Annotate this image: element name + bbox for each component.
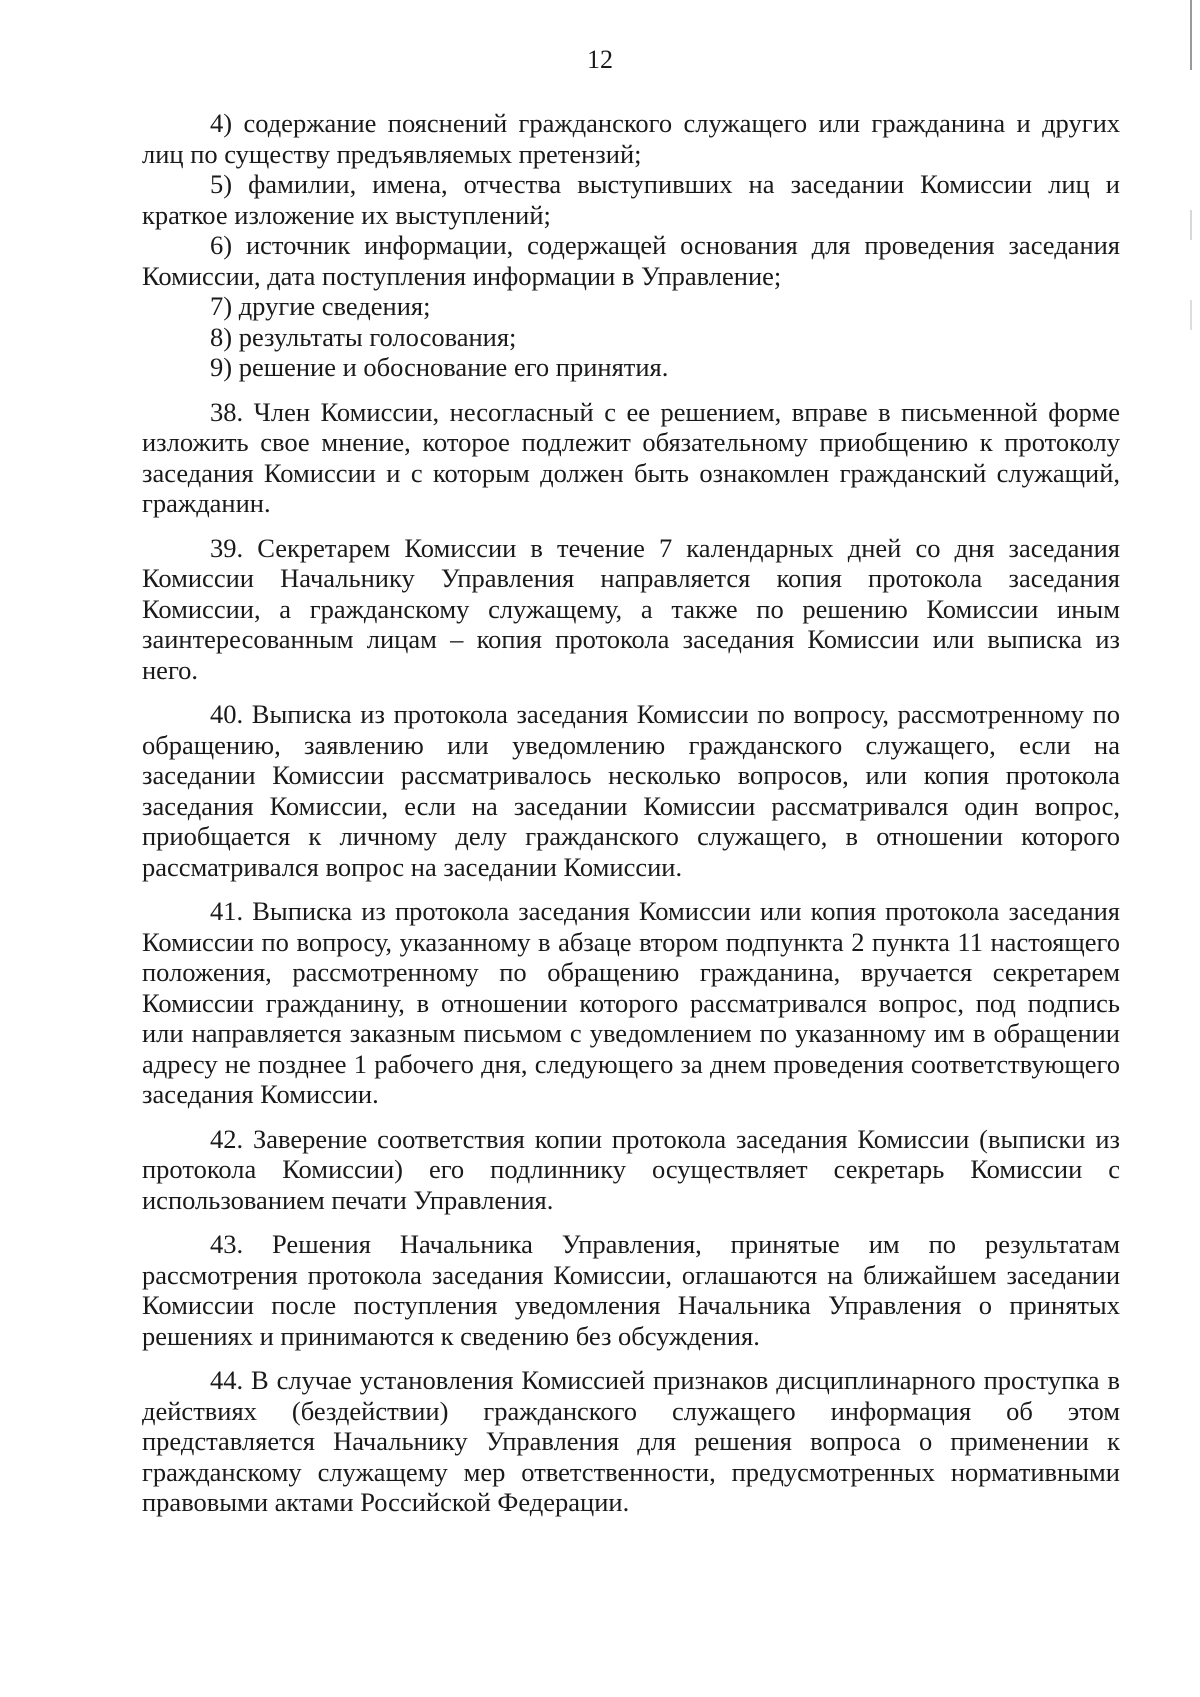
scan-edge-mark bbox=[1190, 210, 1192, 240]
paragraph-44: 44. В случае установления Комиссией признаков дисциплинарного проступка в действиях (бездействии) гражданского служащего информация об этом представляется Начальнику Управления для решения вопроса о применении к гражданскому служащему мер ответственности, предусмотренных нормативными правовыми актами Российской Федерации. bbox=[142, 1365, 1120, 1517]
paragraph-43: 43. Решения Начальника Управления, принятые им по результатам рассмотрения протокола заседания Комиссии, оглашаются на ближайшем заседании Комиссии после поступления уведомления Начальника Управления о принятых решениях и принимаются к сведению без обсуждения. bbox=[142, 1229, 1120, 1351]
list-item: 8) результаты голосования; bbox=[210, 321, 517, 352]
page-number: 12 bbox=[587, 45, 613, 74]
list-item: 6) источник информации, содержащей основания для проведения заседания Комиссии, дата поступления информации в Управление; bbox=[142, 230, 1120, 291]
paragraph-38: 38. Член Комиссии, несогласный с ее решением, вправе в письменной форме изложить свое мнение, которое подлежит обязательному приобщению к протоколу заседания Комиссии и с которым должен быть ознакомлен гражданский служащий, гражданин. bbox=[142, 396, 1120, 518]
paragraph-39: 39. Секретарем Комиссии в течение 7 календарных дней со дня заседания Комиссии Начальнику Управления направляется копия протокола заседания Комиссии, а гражданскому служащему, а также по решению Комиссии иным заинтересованным лицам – копия протокола заседания Комиссии или выписка из него. bbox=[142, 532, 1120, 685]
scan-edge-mark bbox=[1190, 300, 1192, 330]
list-item: 9) решение и обоснование его принятия. bbox=[210, 352, 669, 382]
list-item: 4) содержание пояснений гражданского служащего или гражданина и других лиц по существу предъявляемых претензий; bbox=[142, 108, 1120, 169]
paragraph-40: 40. Выписка из протокола заседания Комиссии по вопросу, рассмотренному по обращению, заявлению или уведомлению гражданского служащего, если на заседании Комиссии рассматривалось несколько вопросов, или копия протокола заседания Комиссии, если на заседании Комиссии рассматривался один вопрос, приобщается к личному делу гражданского служащего, в отношении которого рассматривался вопрос на заседании Комиссии. bbox=[142, 699, 1120, 882]
paragraph-41: 41. Выписка из протокола заседания Комиссии или копия протокола заседания Комиссии по вопросу, указанному в абзаце втором подпункта 2 пункта 11 настоящего положения, рассмотренному по обращению гражданина, вручается секретарем Комиссии гражданину, в отношении которого рассматривался вопрос, под подпись или направляется заказным письмом с уведомлением по указанному им в обращении адресу не позднее 1 рабочего дня, следующего за днем проведения соответствующего заседания Комиссии. bbox=[142, 896, 1120, 1109]
list-item: 5) фамилии, имена, отчества выступивших на заседании Комиссии лиц и краткое изложение их выступлений; bbox=[142, 169, 1120, 230]
list-item: 7) другие сведения; bbox=[210, 291, 431, 321]
document-body bbox=[142, 108, 1120, 1518]
paragraph-42: 42. Заверение соответствия копии протокола заседания Комиссии (выписки из протокола Комиссии) его подлиннику осуществляет секретарь Комиссии с использованием печати Управления. bbox=[142, 1123, 1120, 1215]
